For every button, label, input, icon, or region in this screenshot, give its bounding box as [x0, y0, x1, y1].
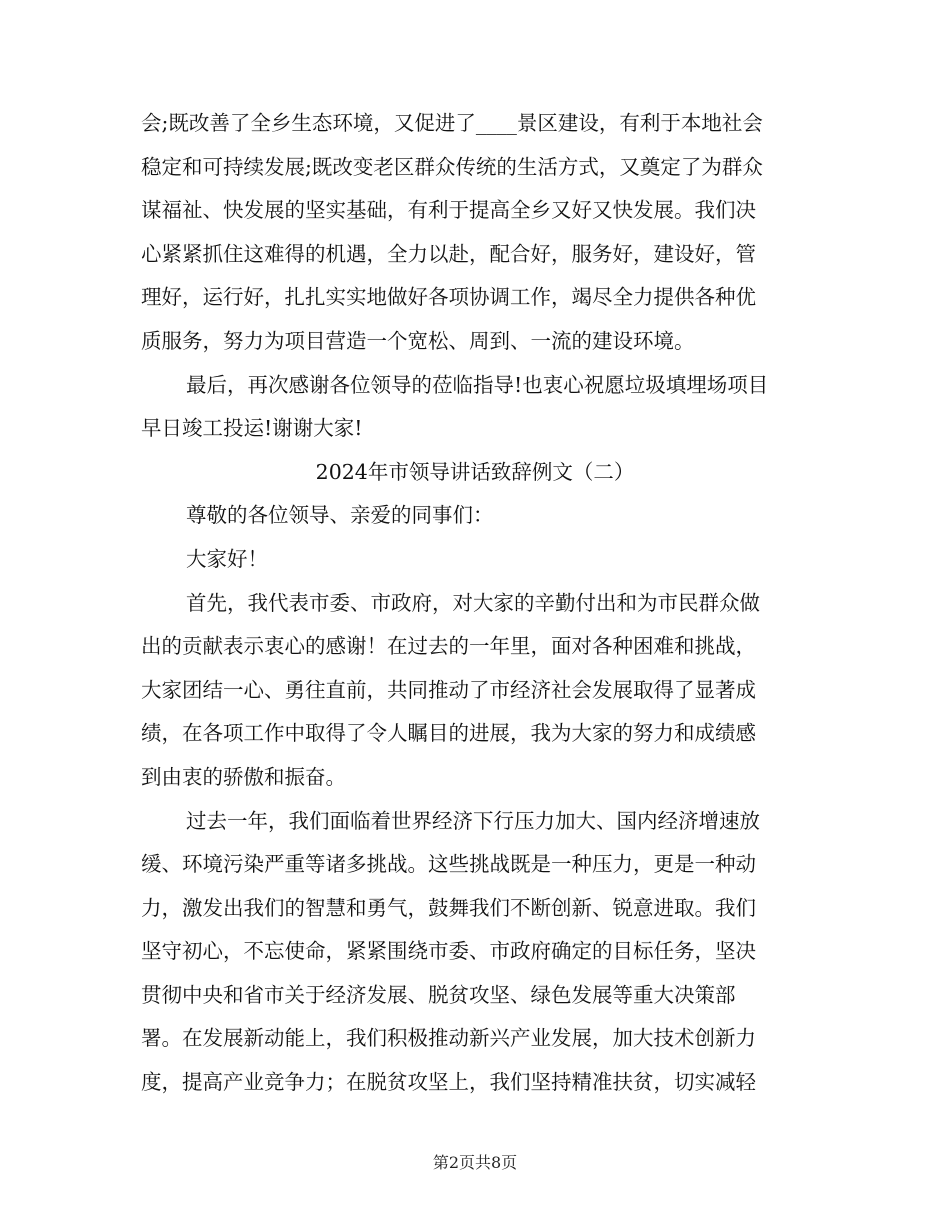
text-line: 出的贡献表示衷心的感谢！在过去的一年里，面对各种困难和挑战，: [141, 634, 756, 659]
text-line: 最后，再次感谢各位领导的莅临指导!也衷心祝愿垃圾填埋场项目: [186, 372, 769, 397]
text-line: 早日竣工投运!谢谢大家!: [141, 416, 363, 441]
section-title: 2024年市领导讲话致辞例文（二）: [315, 459, 635, 484]
text-line: 坚守初心，不忘使命，紧紧围绕市委、市政府确定的目标任务，坚决: [141, 939, 756, 964]
text-line: 缓、环境污染严重等诸多挑战。这些挑战既是一种压力，更是一种动: [141, 852, 756, 877]
text-line: 稳定和可持续发展;既改变老区群众传统的生活方式，又奠定了为群众: [141, 154, 763, 179]
text-line: 过去一年，我们面临着世界经济下行压力加大、国内经济增速放: [186, 808, 760, 833]
text-line: 力，激发出我们的智慧和勇气，鼓舞我们不断创新、锐意进取。我们: [141, 895, 756, 920]
document-body: [141, 102, 809, 1105]
text-line: 尊敬的各位领导、亲爱的同事们：: [186, 503, 494, 528]
page-number: 第2页共8页: [432, 1153, 518, 1172]
text-line: 度，提高产业竞争力；在脱贫攻坚上，我们坚持精准扶贫，切实减轻: [141, 1070, 756, 1095]
text-line: 谋福祉、快发展的坚实基础，有利于提高全乡又好又快发展。我们决: [141, 198, 756, 223]
text-line: 绩，在各项工作中取得了令人瞩目的进展，我为大家的努力和成绩感: [141, 721, 756, 746]
text-line: 到由衷的骄傲和振奋。: [141, 764, 346, 789]
text-line: 署。在发展新动能上，我们积极推动新兴产业发展，加大技术创新力: [141, 1026, 756, 1051]
text-line: 首先，我代表市委、市政府，对大家的辛勤付出和为市民群众做: [186, 590, 760, 615]
text-line: 贯彻中央和省市关于经济发展、脱贫攻坚、绿色发展等重大决策部: [141, 982, 736, 1007]
text-line: 大家好！: [186, 546, 268, 571]
text-line: 会;既改善了全乡生态环境，又促进了____景区建设，有利于本地社会: [141, 111, 763, 135]
text-line: 质服务，努力为项目营造一个宽松、周到、一流的建设环境。: [141, 328, 695, 353]
text-line: 心紧紧抓住这难得的机遇，全力以赴，配合好，服务好，建设好，管: [141, 241, 756, 266]
text-line: 大家团结一心、勇往直前，共同推动了市经济社会发展取得了显著成: [141, 677, 756, 702]
text-line: 理好，运行好，扎扎实实地做好各项协调工作，竭尽全力提供各种优: [141, 285, 756, 310]
